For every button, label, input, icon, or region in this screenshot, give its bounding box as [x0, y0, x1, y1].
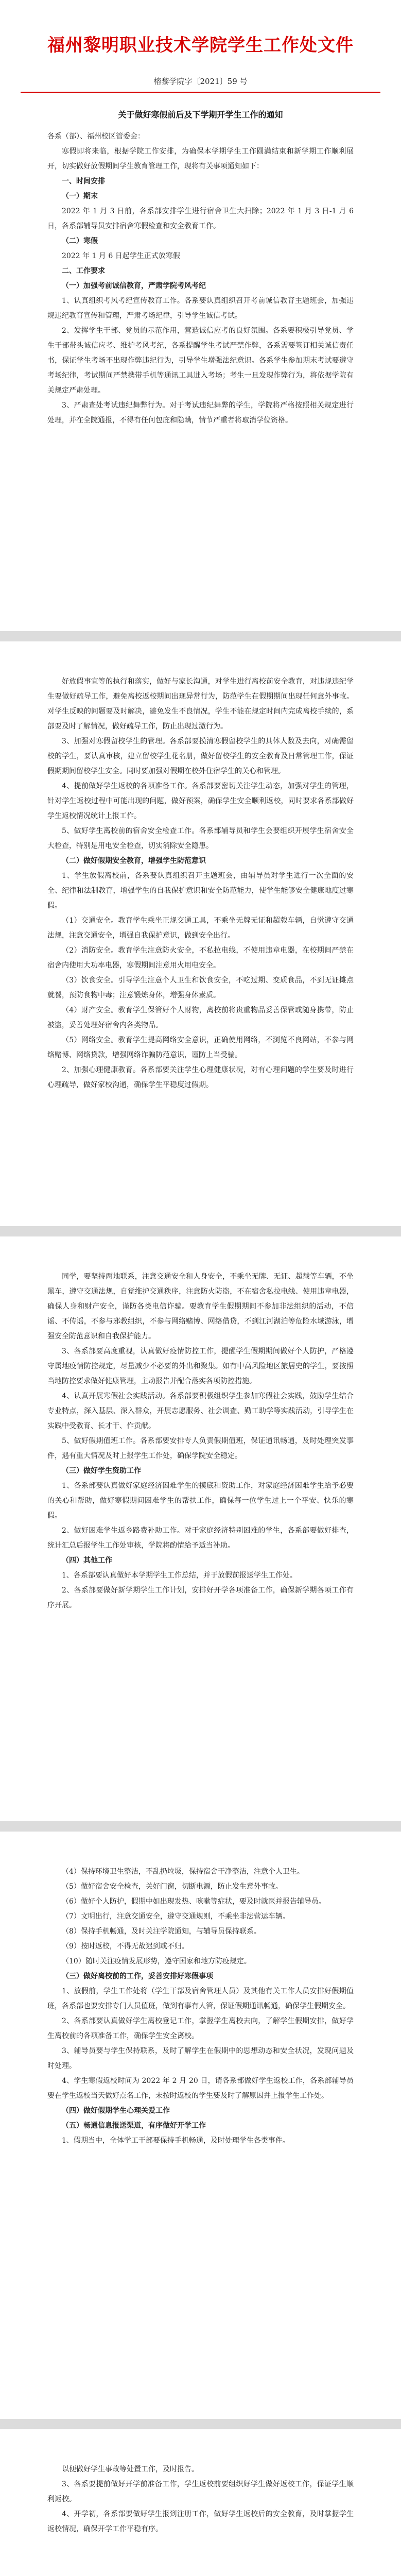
paragraph: （5）做好宿舍安全检查，关好门窗，切断电源，防止发生意外事故。	[62, 1883, 283, 1891]
paragraph: （7）文明出行，注意交通安全，遵守交通规则，不乘坐非法营运车辆。	[62, 1912, 290, 1921]
paragraph: （二）寒假	[62, 237, 98, 245]
paragraph: （2）消防安全。教育学生注意防火安全，不私拉电线，不使用违章电器，在校期间严禁在宿舍内使用大功率电器，寒假期间注意用火用电安全。	[47, 946, 354, 970]
paragraph: 1、各系部要认真做好家庭经济困难学生的摸底和资助工作，对家庭经济困难学生给予必要的关心和帮助，做好寒假期间困难学生的帮扶工作，确保每一位学生过上一个平安、快乐的寒假。	[47, 1482, 354, 1520]
page-4	[0, 1832, 401, 2419]
paragraph: 4、学生寒假返校时间为 2022 年 2 月 20 日，请各系部做好学生返校工作，各系部辅导员要在学生返校当天做好点名工作，未按时返校的学生要及时了解原因并上报学生工作处。	[47, 2077, 354, 2100]
paragraph: （4）财产安全。教育学生保管好个人财物，离校前将贵重物品妥善保管或随身携带，防止被盗，妥善处理好宿舍内各类物品。	[47, 1006, 354, 1029]
paragraph: 2022 年 1 月 3 日前，各系部安排学生进行宿舍卫生大扫除；2022 年 1 月 3 日-1 月 6 日，各系部辅导员安排宿舍寒假检查和安全教育工作。	[47, 207, 354, 230]
page-5	[0, 2429, 401, 2576]
document-header-title: 福州黎明职业技术学院学生工作处文件	[47, 35, 354, 56]
red-divider-line	[21, 92, 380, 93]
paragraph: （四）做好假期学生心理关爱工作	[62, 2107, 170, 2115]
paragraph: （五）畅通信息报送渠道，有序做好开学工作	[62, 2122, 206, 2130]
paragraph: （6）做好个人防护，假期中如出现发热、咳嗽等症状，要及时就医并报告辅导员。	[62, 1897, 326, 1906]
paragraph: （10）随时关注疫情发展形势，遵守国家和地方防疫规定。	[62, 1957, 251, 1965]
page-5-body	[0, 2429, 401, 2537]
paragraph: 3、加强对寒假留校学生的管理。各系部要摸清寒假留校学生的具体人数及去向，对确需留校的学生，要认真审核，建立留校学生花名册，做好留校学生的安全教育及日常管理工作，保证假期期间留校学生安全。同时要加强对假期在校外住宿学生的关心和管理。	[47, 737, 354, 775]
paragraph: 2022 年 1 月 6 日起学生正式放寒假	[62, 252, 180, 260]
paragraph: 各系（部）、福州校区管委会：	[47, 132, 145, 141]
paragraph: （一）期末	[62, 192, 98, 200]
paragraph: 二、工作要求	[62, 267, 105, 275]
page-2	[0, 641, 401, 1226]
paragraph: 1、认真组织考风考纪宣传教育工作。各系要认真组织召开考前诚信教育主题班会，加强违规违纪教育宣传和管理，严肃考场纪律，引导学生诚信考试。	[47, 297, 354, 320]
paragraph: （三）做好学生资助工作	[62, 1467, 141, 1475]
document-title: 关于做好寒假前后及下学期开学生工作的通知	[118, 110, 283, 120]
paragraph: 2、各系部要认真做好学生离校登记工作，掌握学生离校去向，了解学生假期安排，做好学生离校前的各项准备工作，确保学生安全离校。	[47, 2017, 354, 2040]
paragraph: 2、加强心理健康教育。各系部要关注学生心理健康状况，对有心理问题的学生要及时进行心理疏导，做好家校沟通，确保学生平稳度过假期。	[47, 1066, 354, 1089]
paragraph: 2、发挥学生干部、党员的示范作用，营造诚信应考的良好氛围。各系要积极引导党员、学生干部带头诚信应考、维护考风考纪，各系提醒学生考试严禁作弊，各系需要签订相关诚信责任书，保证学生考场不出现作弊违纪行为，引导学生增强法纪意识。各系学生参加期末考试要遵守考场纪律，考试期间严禁携带手机等通讯工具进入考场；考生一旦发现作弊行为，将依据学院有关规定严肃处理。	[47, 327, 354, 395]
page-1-body	[0, 129, 401, 428]
paragraph: 1、放假前，学生工作处将（学生干部及宿舍管理人员）及其他有关工作人员安排好假期值班，各系部也要安排专门人员值班，做到有事有人管，保证假期通讯畅通，确保学生假期安全。	[47, 1987, 354, 2010]
paragraph: （四）其他工作	[62, 1556, 112, 1565]
paragraph: 同学，要坚持两地联系，注意交通安全和人身安全，不乘坐无牌、无证、超载等车辆，不坐黑车，遵守交通法规，自觉维护交通秩序，注意防火防盗，不在宿舍私拉电线、使用违章电器，确保人身和财产安全，谨防各类电信诈骗。要教育学生假期期间不参加非法组织的活动，不信谣、不传谣，不参与邪教组织，不参与网络赌博、网络借贷，不到江河湖泊等危险水域游泳，增强安全防范意识和自我保护能力。	[47, 1273, 354, 1341]
paragraph: （8）保持手机畅通，及时关注学院通知，与辅导员保持联系。	[62, 1927, 261, 1936]
paragraph: 2、做好困难学生返乡路费补助工作。对于家庭经济特别困难的学生，各系部要做好排查，统计汇总后报学生工作处审核，学院将酌情给予适当补助。	[47, 1527, 354, 1550]
paragraph: 3、各系要提前做好开学前准备工作，学生返校前要组织好学生做好返校工作，保证学生顺利返校。	[47, 2480, 354, 2503]
paragraph: （1）交通安全。教育学生乘坐正规交通工具，不乘坐无牌无证和超载车辆，自觉遵守交通法规，注意交通安全，增强自我保护意识，做到安全出行。	[47, 917, 354, 940]
paragraph: （4）保持环境卫生整洁，不乱扔垃圾，保持宿舍干净整洁，注意个人卫生。	[62, 1868, 304, 1876]
paragraph: （一）加强考前诚信教育，严肃学院考风考纪	[62, 282, 206, 290]
paragraph: （二）做好假期安全教育，增强学生防范意识	[62, 857, 206, 865]
paragraph: 5、做好学生离校前的宿舍安全检查工作。各系部辅导员和学生会要组织开展学生宿舍安全大检查，特别是用电安全检查，切实消除安全隐患。	[47, 827, 354, 850]
paragraph: 一、时间安排	[62, 177, 105, 185]
page-3-body	[0, 1236, 401, 1613]
page-4-body	[0, 1832, 401, 2148]
paragraph: 3、严肃查处考试违纪舞弊行为。对于考试违纪舞弊的学生，学院将严格按照相关规定进行处理，并在全院通报，不得有任何包庇和隐瞒，情节严重者将取消学位资格。	[47, 401, 354, 425]
paragraph: 4、开学初，各系部要做好学生报到注册工作，做好学生返校后的安全教育，及时掌握学生返校情况，确保开学工作平稳有序。	[47, 2510, 354, 2533]
paragraph: （9）按时返校，不得无故迟到或不归。	[62, 1942, 189, 1951]
paragraph: （5）网络安全。教育学生提高网络安全意识，正确使用网络，不浏览不良网站，不参与网络赌博、网络贷款，增强网络诈骗防范意识，谨防上当受骗。	[47, 1036, 354, 1059]
paragraph: 寒假即将来临，根据学院工作安排，为确保本学期学生工作圆满结束和新学期工作顺利展开，切实做好放假期间学生教育管理工作，现将有关事项通知如下：	[47, 147, 354, 171]
paragraph: 3、辅导员要与学生保持联系，及时了解学生在假期中的思想动态和安全状况，发现问题及时处理。	[47, 2047, 354, 2070]
page-2-body	[0, 641, 401, 1093]
paragraph: 好放假事宜等的执行和落实，做好与家长沟通，对学生进行离校前安全教育，对违规违纪学生要做好疏导工作，避免离校返校期间出现异常行为，防范学生在假期期间出现任何意外事故。对学生反映的问题要及时解决，避免发生不良情况，学生不能在规定时间内完成离校手续的，系部要及时了解情况，做好疏导工作，防止出现过激行为。	[47, 677, 354, 731]
paragraph: （三）做好离校前的工作，妥善安排好寒假事项	[62, 1972, 213, 1980]
paragraph: 3、各系部要高度重视，认真做好疫情防控工作，提醒学生假期期间做好个人防护，严格遵守属地疫情防控规定，尽量减少不必要的外出和聚集。如有中高风险地区旅居史的学生，要按照当地防控要求做好健康管理，主动报告并配合落实各项防控措施。	[47, 1347, 354, 1385]
paragraph: 4、认真开展寒假社会实践活动。各系部要积极组织学生参加寒假社会实践，鼓励学生结合专业特点，深入基层、深入群众，开展志愿服务、社会调查、勤工助学等实践活动，引导学生在实践中受教育、长才干、作贡献。	[47, 1392, 354, 1430]
document-number: 榕黎学院字〔2021〕59 号	[153, 77, 248, 86]
page-1	[0, 0, 401, 631]
paragraph: （3）饮食安全。引导学生注意个人卫生和饮食安全，不吃过期、变质食品，不到无证摊点就餐，预防食物中毒；注意锻炼身体，增强身体素质。	[47, 976, 354, 999]
paragraph: 2、各系部要做好新学期学生工作计划，安排好开学各项准备工作，确保新学期各项工作有序开展。	[47, 1586, 354, 1609]
paragraph: 1、假期当中，全体学工干部要保持手机畅通，及时处理学生各类事件。	[62, 2137, 290, 2145]
page-3	[0, 1236, 401, 1821]
paragraph: 5、做好假期值班工作。各系部要安排专人负责假期值班，保证通讯畅通，及时处理突发事件，遇有重大情况及时上报学生工作处，确保学院安全稳定。	[47, 1437, 354, 1460]
paragraph: 4、提前做好学生返校的各项准备工作。各系部要密切关注学生动态，加强对学生的管理，针对学生返校过程中可能出现的问题，做好预案，确保学生安全顺利返校，同时要求各系部做好学生返校情况统计上报工作。	[47, 782, 354, 820]
paragraph: 1、学生放假离校前，各系要认真组织召开主题班会，由辅导员对学生进行一次全面的安全、纪律和法制教育，增强学生的自我保护意识和安全防范能力，使学生能够安全健康地度过寒假。	[47, 872, 354, 910]
paragraph: 1、各系部要认真做好本学期学生工作总结，并于放假前报送学生工作处。	[62, 1571, 297, 1580]
paragraph: 以便做好学生事故等处置工作，及时报告。	[62, 2465, 199, 2473]
